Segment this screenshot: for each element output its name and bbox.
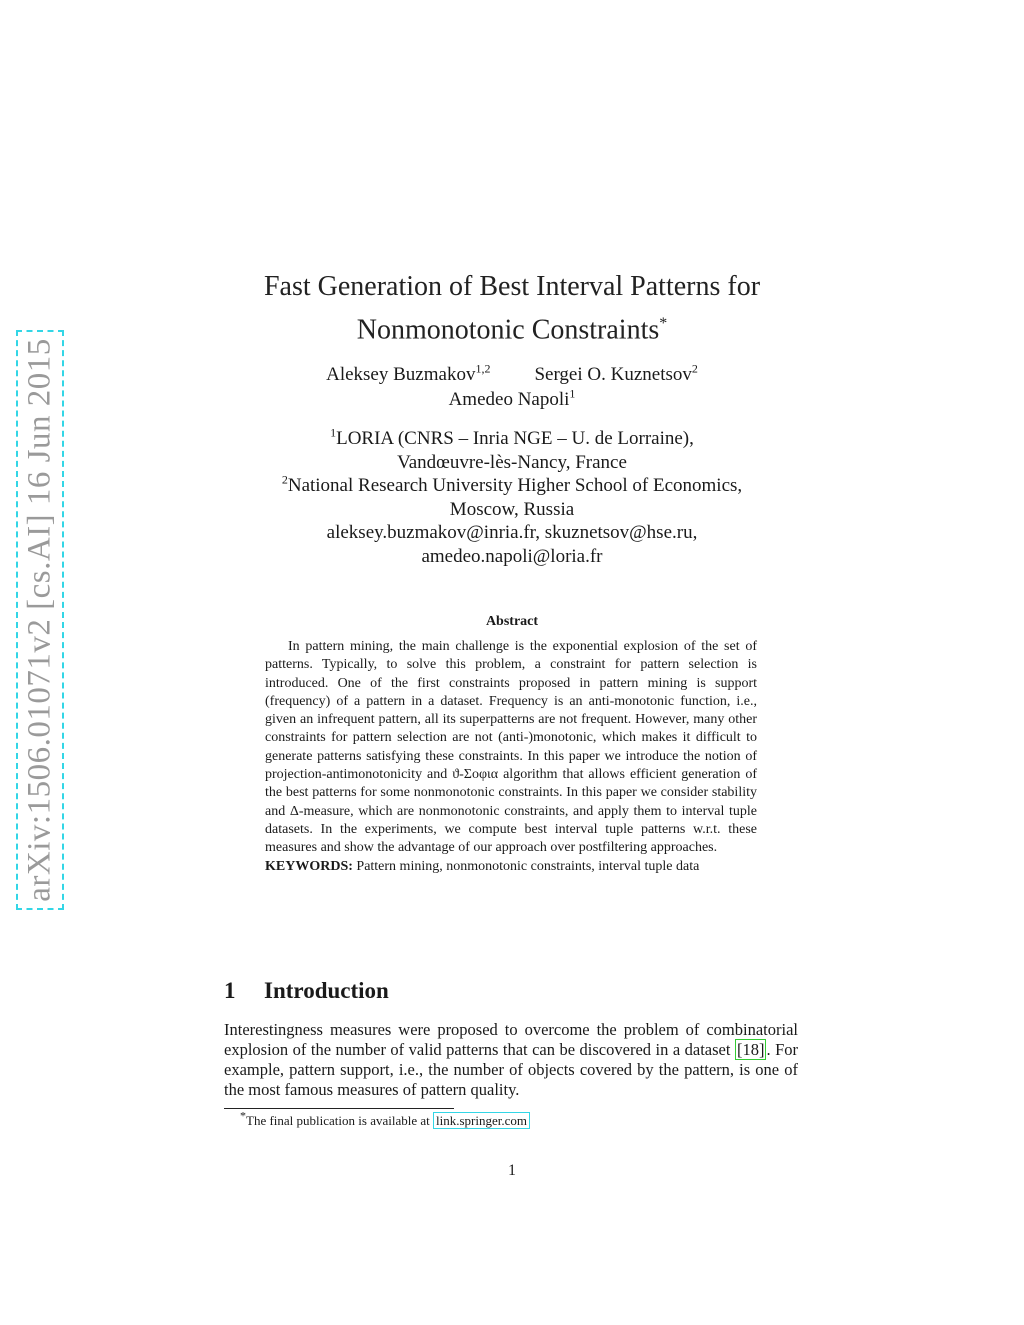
paper-title	[0, 268, 1024, 348]
footnote	[240, 1108, 530, 1129]
footnote-divider	[224, 1108, 454, 1109]
introduction-text	[224, 1020, 798, 1100]
page-number: 1	[508, 1162, 516, 1179]
affiliation-mark: 2	[281, 472, 288, 487]
citation-link[interactable]: [18]	[736, 1040, 765, 1059]
abstract-paragraph: In pattern mining, the main challenge is the exponential explosion of the set of patterns. Typically, to solve this problem, a constraint for pattern selection is introduced. One of the first constraints proposed in pattern mining is support (frequency) of a pattern in a dataset. Frequency is an anti-monotonic function, i.e., given an infrequent pattern, all its superpatterns are not frequent. However, many other constraints for pattern selection are not (anti-)monotonic, which makes it difficult to generate patterns satisfying these constraints. In this paper we introduce the notion of projection-antimonotonicity and ϑ-Σοφια algorithm that allows efficient generation of the best patterns for some nonmonotonic constraints. In this paper we consider stability and Δ-measure, which are nonmonotonic constraints, and apply them to interval tuple datasets. In the experiments, we compute best interval tuple patterns w.r.t. these measures and show the advantage of our approach over postfiltering approaches.	[265, 639, 757, 856]
body-text-segment: . For example, pattern support, i.e., the number of objects covered by the pattern, is one of the most famous measures of pattern quality.	[224, 1040, 799, 1099]
author-name: Aleksey Buzmakov	[326, 364, 476, 385]
abstract-body	[265, 638, 757, 876]
author-affiliation-mark: 1,2	[475, 361, 491, 376]
footnote-mark: *	[240, 1108, 246, 1123]
author-affiliation-mark: 2	[691, 361, 698, 376]
section-heading	[224, 978, 389, 1004]
email-line: amedeo.napoli@loria.fr	[421, 545, 603, 567]
affiliation-line: LORIA (CNRS – Inria NGE – U. de Lorraine),	[336, 428, 694, 449]
keywords-line	[265, 858, 757, 876]
title-line-2: Nonmonotonic Constraints	[356, 314, 660, 346]
author-affiliation-mark: 1	[569, 386, 576, 401]
section-number: 1	[224, 978, 236, 1003]
title-line-1: Fast Generation of Best Interval Patterns for	[263, 271, 761, 302]
footnote-text: The final publication is available at	[246, 1113, 433, 1128]
author-list	[0, 362, 1024, 412]
affiliation-line: Vandœuvre-lès-Nancy, France	[397, 451, 627, 473]
keywords-label: KEYWORDS:	[265, 858, 353, 874]
section-title: Introduction	[264, 978, 389, 1003]
arxiv-identifier[interactable]: arXiv:1506.01071v2 [cs.AI] 16 Jun 2015	[21, 338, 58, 902]
author-name: Sergei O. Kuznetsov	[534, 364, 692, 385]
affiliation-line: National Research University Higher School of Economics,	[287, 475, 743, 496]
body-paragraph	[224, 1020, 798, 1100]
affiliation-mark: 1	[330, 425, 337, 440]
footnote-link[interactable]: link.springer.com	[433, 1112, 530, 1129]
email-line: aleksey.buzmakov@inria.fr, skuznetsov@hse.ru,	[326, 522, 698, 543]
affiliation-block	[0, 427, 1024, 568]
title-footnote-mark: *	[659, 315, 668, 332]
affiliation-line: Moscow, Russia	[449, 498, 575, 520]
keywords-text: Pattern mining, nonmonotonic constraints, interval tuple data	[356, 858, 700, 874]
abstract-heading: Abstract	[485, 614, 539, 629]
author-name: Amedeo Napoli	[448, 389, 570, 410]
body-text-segment: Interestingness measures were proposed to overcome the problem of combinatorial explosion of the number of valid patterns that can be discovered in a dataset	[224, 1020, 798, 1059]
